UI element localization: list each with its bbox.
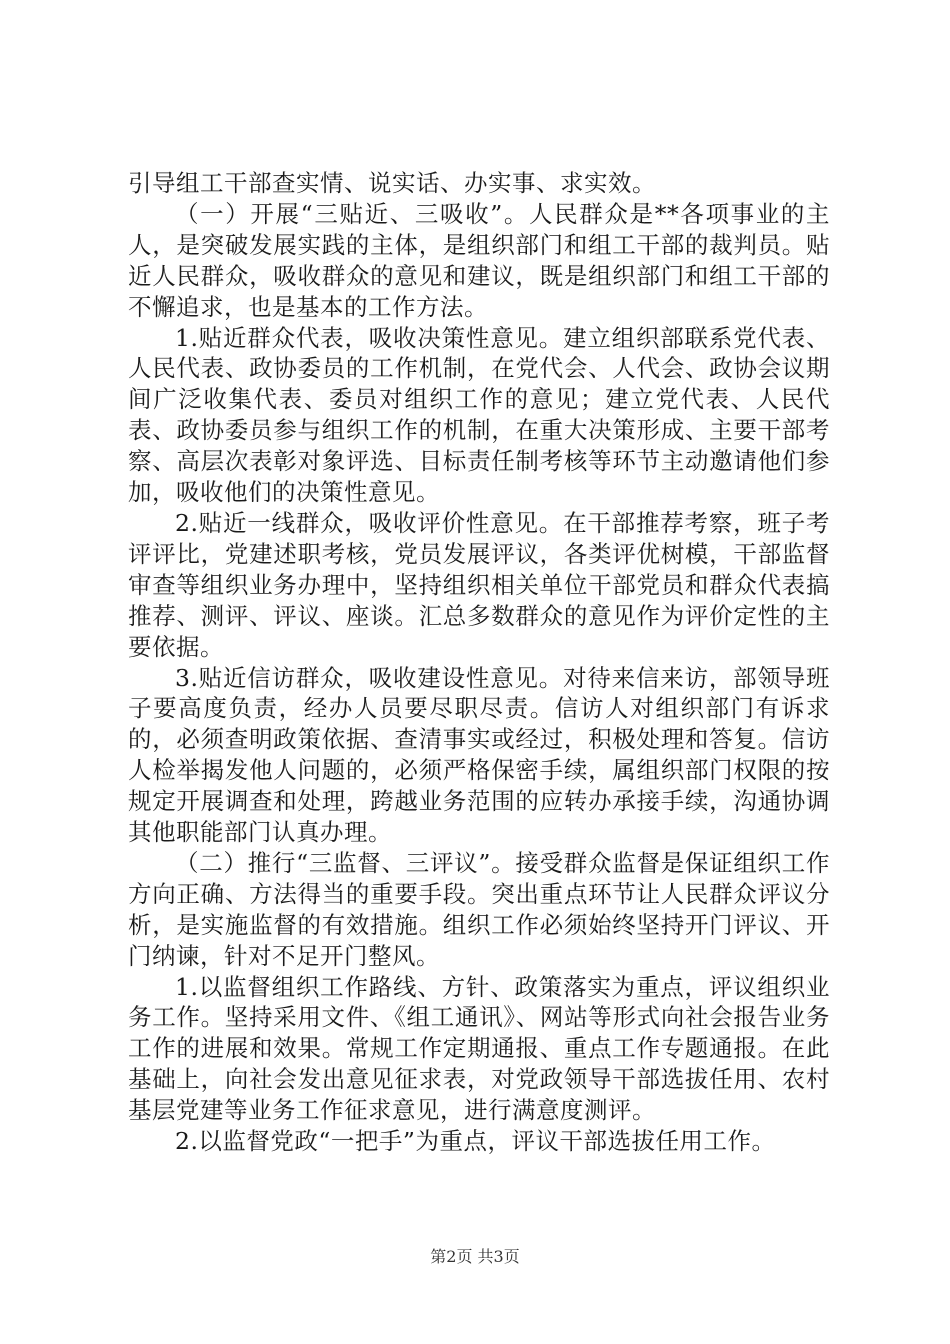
paragraph-item-2-1: 1.以监督组织工作路线、方针、政策落实为重点，评议组织业务工作。坚持采用文件、《组工通讯》、网站等形式向社会报告业务工作的进展和效果。常规工作定期通报、重点工作专题通报。在此基础上，向社会发出意见征求表，对党政领导干部选拔任用、农村基层党建等业务工作征求意见，进行满意度测评。 <box>128 972 830 1125</box>
paragraph-continuation: 引导组工干部查实情、说实话、办实事、求实效。 <box>128 169 656 197</box>
page-footer: 第2页 共3页 <box>430 1247 520 1266</box>
paragraph-section-one: （一）开展“三贴近、三吸收”。人民群众是**各项事业的主人，是突破发展实践的主体，是组织部门和组工干部的裁判员。贴近人民群众，吸收群众的意见和建议，既是组织部门和组工干部的不懈追求，也是基本的工作方法。 <box>128 199 830 321</box>
paragraph-section-two: （二）推行“三监督、三评议”。接受群众监督是保证组织工作方向正确、方法得当的重要手段。突出重点环节让人民群众评议分析，是实施监督的有效措施。组织工作必须始终坚持开门评议、开门纳谏，针对不足开门整风。 <box>128 848 830 970</box>
document-body <box>128 168 830 1157</box>
paragraph-item-1-1: 1.贴近群众代表，吸收决策性意见。建立组织部联系党代表、人民代表、政协委员的工作机制，在党代会、人代会、政协会议期间广泛收集代表、委员对组织工作的意见；建立党代表、人民代表、政协委员参与组织工作的机制，在重大决策形成、主要干部考察、高层次表彰对象评选、目标责任制考核等环节主动邀请他们参加，吸收他们的决策性意见。 <box>128 323 830 507</box>
paragraph-item-1-3: 3.贴近信访群众，吸收建设性意见。对待来信来访，部领导班子要高度负责，经办人员要尽职尽责。信访人对组织部门有诉求的，必须查明政策依据、查清事实或经过，积极处理和答复。信访人检举揭发他人问题的，必须严格保密手续，属组织部门权限的按规定开展调查和处理，跨越业务范围的应转办承接手续，沟通协调其他职能部门认真办理。 <box>128 663 830 847</box>
paragraph-item-2-2: 2.以监督党政“一把手”为重点，评议干部选拔任用工作。 <box>175 1127 776 1156</box>
paragraph-item-1-2: 2.贴近一线群众，吸收评价性意见。在干部推荐考察，班子考评评比，党建述职考核，党员发展评议，各类评优树模，干部监督审查等组织业务办理中，坚持组织相关单位干部党员和群众代表搞推荐、测评、评议、座谈。汇总多数群众的意见作为评价定性的主要依据。 <box>128 508 830 661</box>
